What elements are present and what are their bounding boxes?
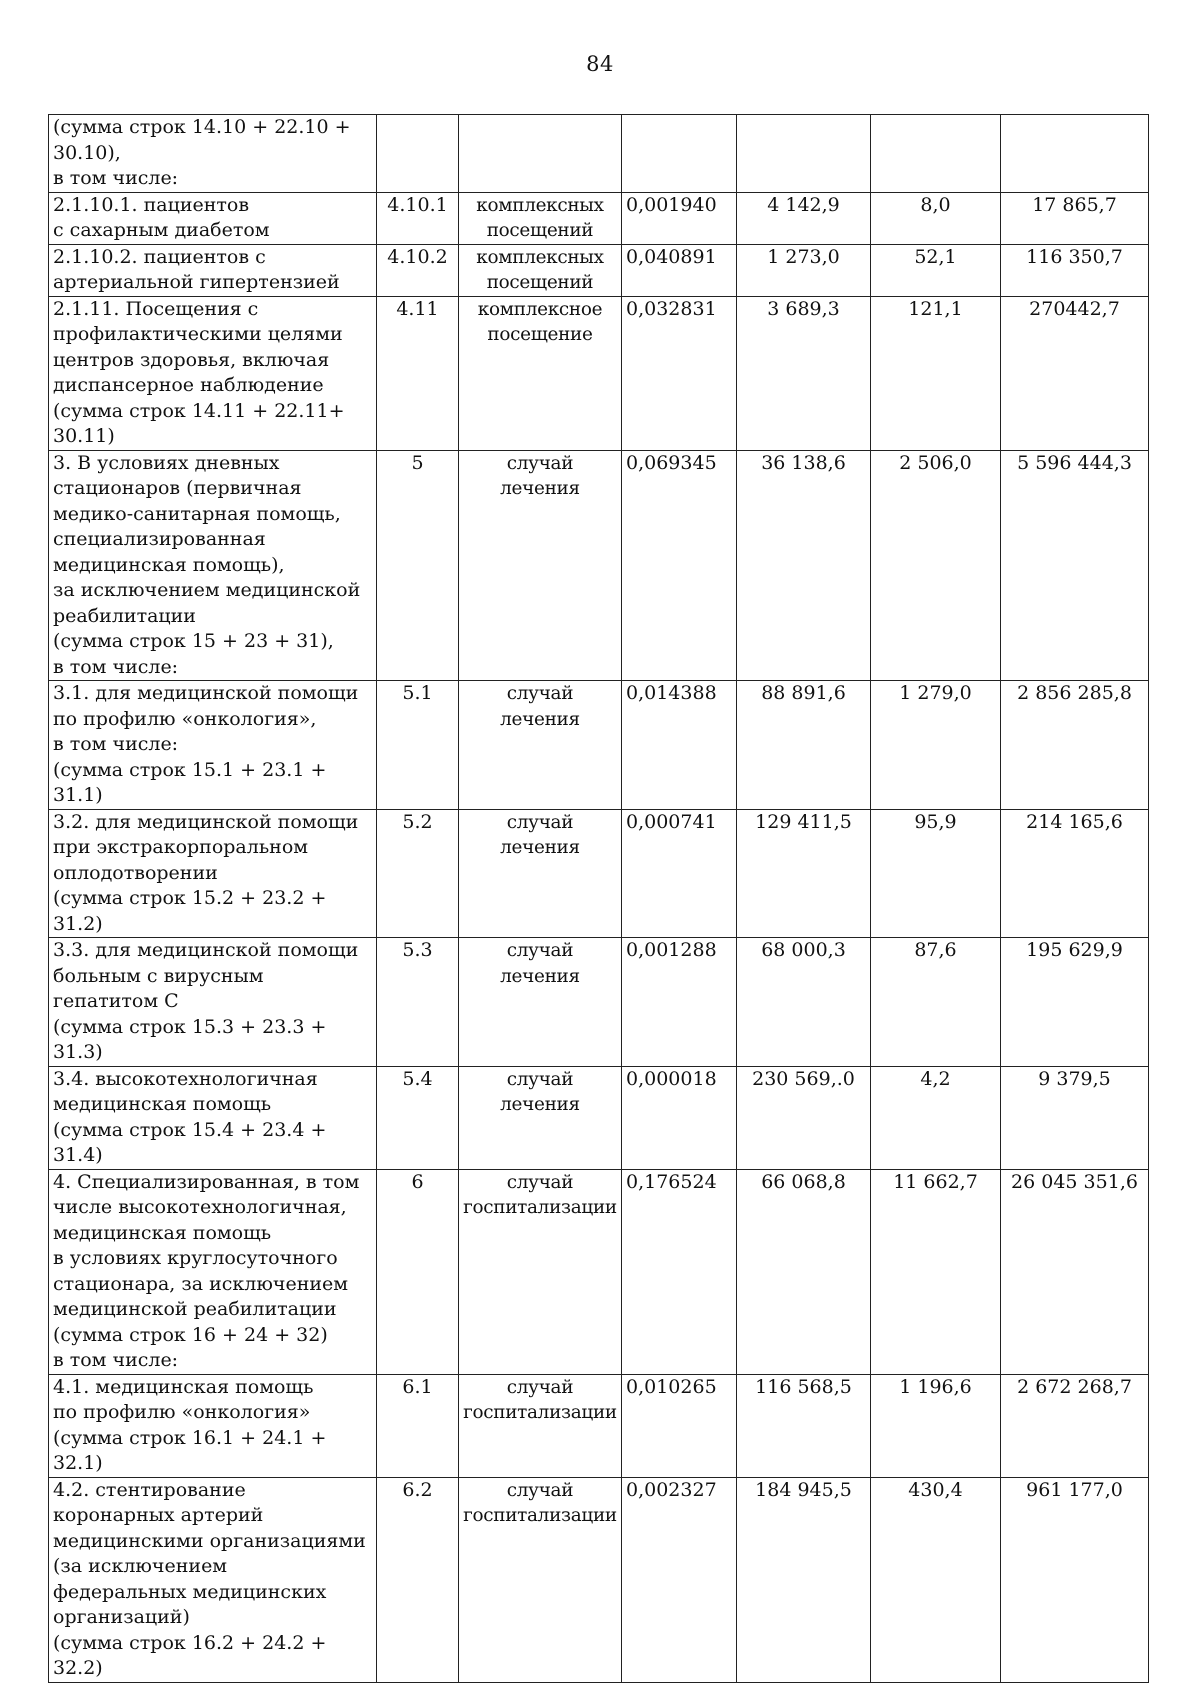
row-value4-cell: 2 672 268,7 — [1001, 1374, 1149, 1477]
table-row — [49, 115, 1149, 193]
row-value2-cell: 4 142,9 — [737, 192, 871, 244]
row-value1-cell: 0,032831 — [622, 296, 737, 450]
row-value4-cell: 2 856 285,8 — [1001, 681, 1149, 810]
row-value4-cell: 270442,7 — [1001, 296, 1149, 450]
row-code-cell — [377, 115, 459, 193]
row-unit-cell: случай лечения — [459, 450, 622, 681]
row-value4-cell: 17 865,7 — [1001, 192, 1149, 244]
row-value4-cell: 9 379,5 — [1001, 1066, 1149, 1169]
table-row — [49, 1374, 1149, 1477]
row-name-cell: 3.1. для медицинской помощи по профилю «онкология», в том числе: (сумма строк 15.1 + 23.1 + 31.1) — [49, 681, 377, 810]
row-code-cell: 6 — [377, 1169, 459, 1374]
row-name-cell: 4.1. медицинская помощь по профилю «онкология» (сумма строк 16.1 + 24.1 + 32.1) — [49, 1374, 377, 1477]
row-value3-cell: 121,1 — [871, 296, 1001, 450]
row-name-cell: 3.4. высокотехнологичная медицинская помощь (сумма строк 15.4 + 23.4 + 31.4) — [49, 1066, 377, 1169]
row-value3-cell: 95,9 — [871, 809, 1001, 938]
row-value2-cell: 68 000,3 — [737, 938, 871, 1067]
row-value1-cell: 0,069345 — [622, 450, 737, 681]
row-value1-cell: 0,176524 — [622, 1169, 737, 1374]
row-name-cell: 2.1.11. Посещения с профилактическими целями центров здоровья, включая диспансерное наблюдение (сумма строк 14.11 + 22.11+ 30.11) — [49, 296, 377, 450]
row-name-cell: 3. В условиях дневных стационаров (первичная медико-санитарная помощь, специализированная медицинская помощь), за исключением медицинской реабилитации (сумма строк 15 + 23 + 31), в том числе: — [49, 450, 377, 681]
table-row — [49, 1066, 1149, 1169]
row-name-cell: 2.1.10.2. пациентов с артериальной гипертензией — [49, 244, 377, 296]
table-row — [49, 296, 1149, 450]
row-value2-cell: 230 569,.0 — [737, 1066, 871, 1169]
row-value1-cell: 0,001288 — [622, 938, 737, 1067]
table-row — [49, 244, 1149, 296]
row-value4-cell: 116 350,7 — [1001, 244, 1149, 296]
row-unit-cell: случай госпитализации — [459, 1477, 622, 1682]
row-value2-cell: 116 568,5 — [737, 1374, 871, 1477]
row-code-cell: 4.10.1 — [377, 192, 459, 244]
row-value4-cell: 5 596 444,3 — [1001, 450, 1149, 681]
row-code-cell: 4.10.2 — [377, 244, 459, 296]
row-value4-cell: 961 177,0 — [1001, 1477, 1149, 1682]
row-value1-cell: 0,040891 — [622, 244, 737, 296]
row-unit-cell — [459, 115, 622, 193]
row-value1-cell: 0,000018 — [622, 1066, 737, 1169]
row-value3-cell: 8,0 — [871, 192, 1001, 244]
row-value1-cell — [622, 115, 737, 193]
page-number: 84 — [586, 52, 614, 76]
table-row — [49, 1169, 1149, 1374]
row-value2-cell: 36 138,6 — [737, 450, 871, 681]
row-value2-cell: 129 411,5 — [737, 809, 871, 938]
table-row — [49, 809, 1149, 938]
table-body — [49, 115, 1149, 1683]
row-value3-cell: 52,1 — [871, 244, 1001, 296]
row-value2-cell: 66 068,8 — [737, 1169, 871, 1374]
row-value1-cell: 0,010265 — [622, 1374, 737, 1477]
row-name-cell: 3.3. для медицинской помощи больным с вирусным гепатитом С (сумма строк 15.3 + 23.3 + 31.3) — [49, 938, 377, 1067]
row-unit-cell: случай лечения — [459, 681, 622, 810]
row-code-cell: 5.3 — [377, 938, 459, 1067]
row-value2-cell: 88 891,6 — [737, 681, 871, 810]
data-table — [48, 114, 1149, 1683]
row-value4-cell: 214 165,6 — [1001, 809, 1149, 938]
row-code-cell: 6.2 — [377, 1477, 459, 1682]
row-unit-cell: случай лечения — [459, 938, 622, 1067]
row-code-cell: 5.4 — [377, 1066, 459, 1169]
row-name-cell: 4. Специализированная, в том числе высокотехнологичная, медицинская помощь в условиях круглосуточного стационара, за исключением медицинской реабилитации (сумма строк 16 + 24 + 32) в том числе: — [49, 1169, 377, 1374]
row-value3-cell: 87,6 — [871, 938, 1001, 1067]
row-value3-cell: 1 196,6 — [871, 1374, 1001, 1477]
row-value2-cell: 184 945,5 — [737, 1477, 871, 1682]
row-unit-cell: случай лечения — [459, 809, 622, 938]
row-value2-cell — [737, 115, 871, 193]
row-value1-cell: 0,014388 — [622, 681, 737, 810]
table-row — [49, 681, 1149, 810]
row-name-cell: 3.2. для медицинской помощи при экстракорпоральном оплодотворении (сумма строк 15.2 + 23.2 + 31.2) — [49, 809, 377, 938]
row-value1-cell: 0,000741 — [622, 809, 737, 938]
row-value3-cell: 430,4 — [871, 1477, 1001, 1682]
row-code-cell: 5 — [377, 450, 459, 681]
row-value3-cell: 4,2 — [871, 1066, 1001, 1169]
row-name-cell: 2.1.10.1. пациентов с сахарным диабетом — [49, 192, 377, 244]
table-row — [49, 192, 1149, 244]
row-value4-cell — [1001, 115, 1149, 193]
row-value1-cell: 0,001940 — [622, 192, 737, 244]
table-row — [49, 1477, 1149, 1682]
row-unit-cell: случай госпитализации — [459, 1169, 622, 1374]
table-row — [49, 938, 1149, 1067]
row-code-cell: 5.1 — [377, 681, 459, 810]
row-name-cell: (сумма строк 14.10 + 22.10 + 30.10), в том числе: — [49, 115, 377, 193]
row-value2-cell: 3 689,3 — [737, 296, 871, 450]
row-value4-cell: 26 045 351,6 — [1001, 1169, 1149, 1374]
row-value3-cell: 2 506,0 — [871, 450, 1001, 681]
row-unit-cell: комплексных посещений — [459, 192, 622, 244]
row-value3-cell: 11 662,7 — [871, 1169, 1001, 1374]
row-name-cell: 4.2. стентирование коронарных артерий медицинскими организациями (за исключением федеральных медицинских организаций) (сумма строк 16.2 + 24.2 + 32.2) — [49, 1477, 377, 1682]
row-unit-cell: комплексное посещение — [459, 296, 622, 450]
row-code-cell: 5.2 — [377, 809, 459, 938]
row-unit-cell: случай лечения — [459, 1066, 622, 1169]
row-value2-cell: 1 273,0 — [737, 244, 871, 296]
row-value1-cell: 0,002327 — [622, 1477, 737, 1682]
row-value3-cell: 1 279,0 — [871, 681, 1001, 810]
row-unit-cell: случай госпитализации — [459, 1374, 622, 1477]
row-unit-cell: комплексных посещений — [459, 244, 622, 296]
row-code-cell: 6.1 — [377, 1374, 459, 1477]
table-row — [49, 450, 1149, 681]
row-code-cell: 4.11 — [377, 296, 459, 450]
row-value3-cell — [871, 115, 1001, 193]
row-value4-cell: 195 629,9 — [1001, 938, 1149, 1067]
